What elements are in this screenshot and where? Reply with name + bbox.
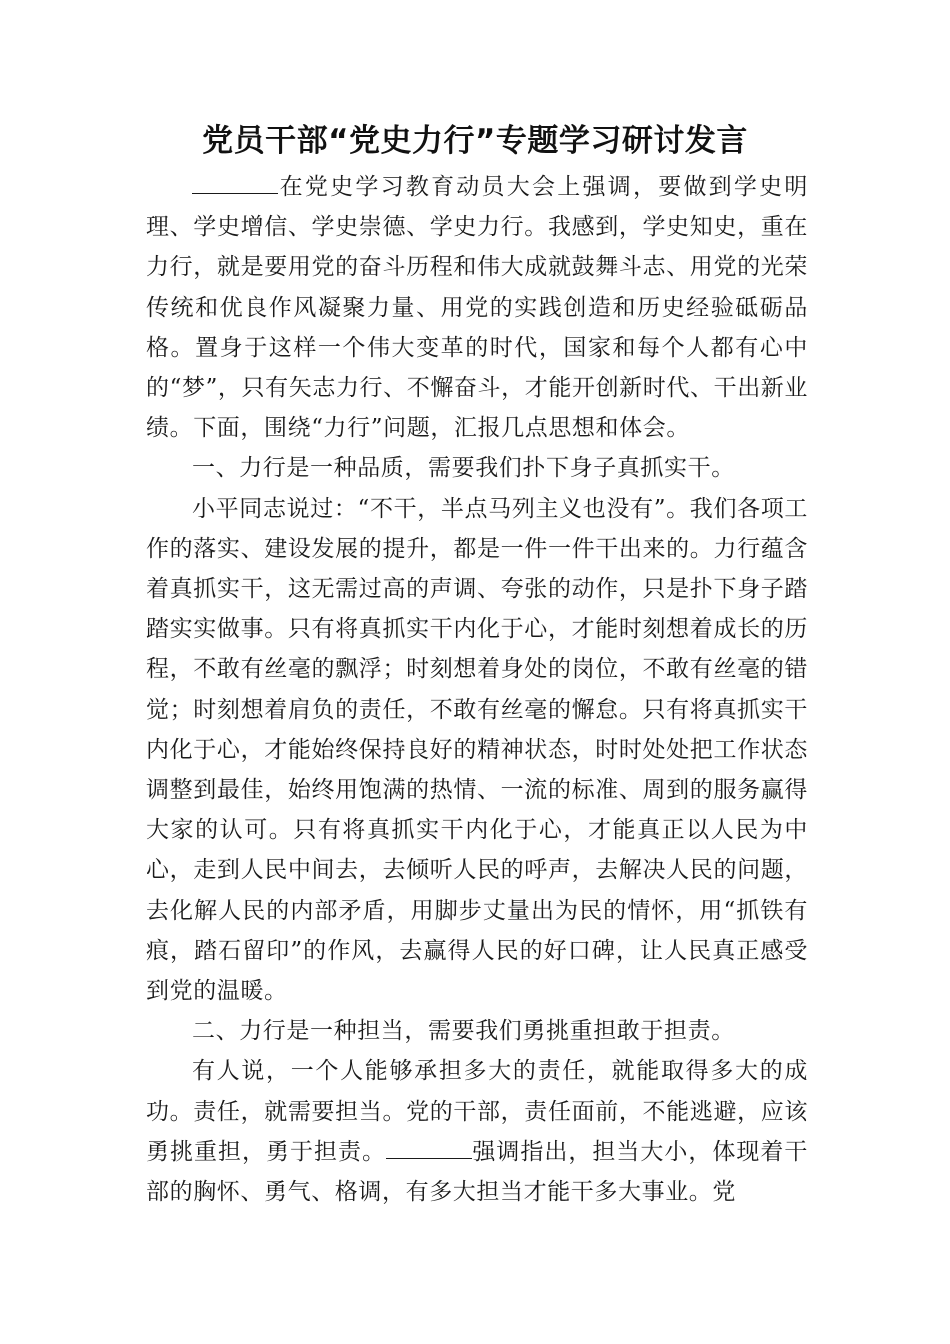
section-heading-one: 一、力行是一种品质，需要我们扑下身子真抓实干。 (192, 455, 735, 482)
section-two-paragraph-rest: 强调指出，担当大小，体现着干部的胸怀、勇气、格调，有多大担当才能干多大事业。党 (146, 1138, 808, 1206)
section-two-paragraph (146, 1051, 808, 1212)
intro-paragraph-text: 在党史学习教育动员大会上强调，要做到学史明理、学史增信、学史崇德、学史力行。我感到，学史知史，重在力行，就是要用党的奋斗历程和伟大成就鼓舞斗志、用党的光荣传统和优良作风凝聚力量、用党的实践创造和历史经验砥砺品格。置身于这样一个伟大变革的时代，国家和每个人都有心中的“梦”，只有矢志力行、不懈奋斗，才能开创新时代、干出新业绩。下面，围绕“力行”问题，汇报几点思想和体会。 (146, 174, 808, 442)
document-body (146, 167, 808, 1212)
redacted-blank (386, 1136, 472, 1159)
section-two-paragraph-lead: 有人说，一个人能够承担多大的责任，就能取得多大的成功。责任，就需要担当。党的干部，责任面前，不能逃避，应该勇挑重担，勇于担责。 (146, 1058, 808, 1165)
document-title: 党员干部“党史力行”专题学习研讨发言 (202, 123, 748, 159)
section-heading-two: 二、力行是一种担当，需要我们勇挑重担敢于担责。 (192, 1018, 735, 1045)
intro-paragraph (146, 167, 808, 448)
section-one-paragraph: 小平同志说过：“不干，半点马列主义也没有”。我们各项工作的落实、建设发展的提升，都是一件一件干出来的。力行蕴含着真抓实干，这无需过高的声调、夸张的动作，只是扑下身子踏踏实实做事。只有将真抓实干内化于心，才能时刻想着成长的历程，不敢有丝毫的飘浮；时刻想着身处的岗位，不敢有丝毫的错觉；时刻想着肩负的责任，不敢有丝毫的懈怠。只有将真抓实干内化于心，才能始终保持良好的精神状态，时时处处把工作状态调整到最佳，始终用饱满的热情、一流的标准、周到的服务赢得大家的认可。只有将真抓实干内化于心，才能真正以人民为中心，走到人民中间去，去倾听人民的呼声，去解决人民的问题，去化解人民的内部矛盾，用脚步丈量出为民的情怀，用“抓铁有痕，踏石留印”的作风，去赢得人民的好口碑，让人民真正感受到党的温暖。 (146, 495, 808, 1005)
redacted-blank (192, 171, 278, 194)
